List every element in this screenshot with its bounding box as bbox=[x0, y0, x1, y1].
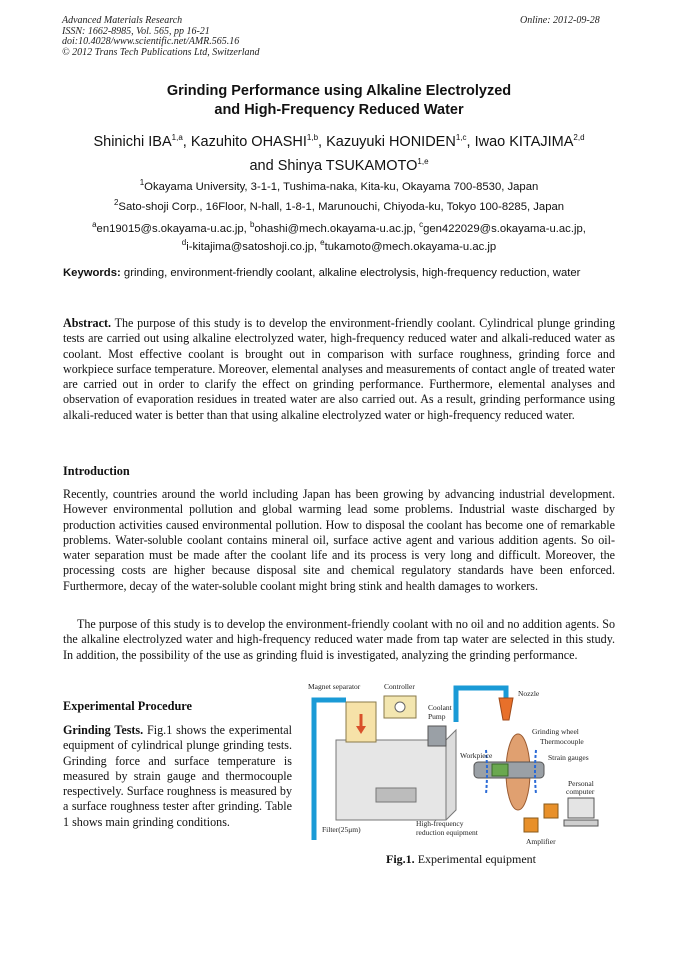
amplifier bbox=[524, 818, 538, 832]
intro-paragraph-2: The purpose of this study is to develop the environment-friendly coolant with no oil and no addition agents. So the alkaline electrolyzed water and high-frequency reduced water made from tap water are selected in this study. In addition, the possibility of the use as grinding fluid is investigated, analyzing the grinding performance. bbox=[63, 617, 615, 662]
label-grinding-wheel: Grinding wheel bbox=[532, 727, 579, 736]
grinding-tests-paragraph bbox=[63, 723, 292, 830]
email-address[interactable]: tukamoto@mech.okayama-u.ac.jp bbox=[324, 240, 497, 253]
grinding-tests-text: Fig.1 shows the experimental equipment of cylindrical plunge grinding tests. Grinding force and surface temperature is measured by strain gauge and thermocouple respectively. Surface roughness is measured by a surface roughness tester after grinding. Table 1 shows main grinding conditions. bbox=[63, 723, 293, 829]
tank-front bbox=[336, 740, 446, 820]
author-name: Shinichi IBA bbox=[93, 133, 172, 150]
journal-name: Advanced Materials Research bbox=[62, 15, 183, 26]
title-line-2: and High-Frequency Reduced Water bbox=[214, 102, 464, 118]
email-address[interactable]: en19015@s.okayama-u.ac.jp, bbox=[96, 222, 247, 235]
issn: ISSN: 1662-8985, Vol. 565, pp 16-21 bbox=[62, 25, 210, 37]
copyright: © 2012 Trans Tech Publications Ltd, Switzerland bbox=[62, 46, 260, 58]
experimental-equipment-diagram bbox=[306, 680, 616, 848]
label-computer: computer bbox=[566, 787, 595, 796]
email-address[interactable]: ohashi@mech.okayama-u.ac.jp, bbox=[254, 222, 416, 235]
label-personal: Personal bbox=[568, 779, 594, 788]
coolant-pipe bbox=[456, 688, 506, 722]
label-magnet-separator: Magnet separator bbox=[308, 682, 361, 691]
abstract-label: Abstract. bbox=[63, 316, 112, 330]
online-date: Online: 2012-09-28 bbox=[520, 15, 600, 26]
abstract bbox=[63, 316, 615, 423]
email-address[interactable]: i-kitajima@satoshoji.co.jp, bbox=[186, 240, 318, 253]
label-coolant-2: Pump bbox=[428, 712, 446, 721]
amplifier bbox=[544, 804, 558, 818]
workpiece bbox=[492, 764, 508, 776]
keywords-label: Keywords: bbox=[63, 267, 121, 279]
figure-1 bbox=[306, 680, 616, 848]
author-sup: 2,d bbox=[573, 133, 585, 142]
author-name: Kazuyuki HONIDEN bbox=[326, 133, 456, 150]
nozzle bbox=[499, 698, 513, 720]
label-nozzle: Nozzle bbox=[518, 689, 540, 698]
label-thermocouple: Thermocouple bbox=[540, 737, 584, 746]
label-filter: Filter(25μm) bbox=[322, 825, 361, 834]
keywords bbox=[63, 266, 615, 281]
author-name: Iwao KITAJIMA bbox=[474, 133, 574, 150]
label-hf-2: reduction equipment bbox=[416, 828, 478, 837]
label-controller: Controller bbox=[384, 682, 415, 691]
filter bbox=[376, 788, 416, 802]
abstract-text: The purpose of this study is to develop the environment-friendly coolant. Cylindrical plunge grinding tests are carried out using alkaline electrolyzed water, high-frequency reduced water and alkali-reduced water as coolant. Most effective coolant is brought out in comparison with surface roughness, grinding force and workpiece surface temperature. Moreover, elemental analyses and measurements of contact angle of treated water are carried out in order to clarify the effect on grinding performance. Furthermore, elemental analyses and observation of evaporation residues in treated water are also carried out. As a result, grinding performance using alkali-reduced water is better than that using alkaline electrolyzed water or high-frequency reduced water. bbox=[63, 316, 615, 422]
author-sup: 1,e bbox=[417, 156, 429, 166]
author-and: and bbox=[249, 157, 274, 174]
doi: doi:10.4028/www.scientific.net/AMR.565.16 bbox=[62, 36, 240, 47]
label-amplifier: Amplifier bbox=[526, 837, 556, 846]
coolant-pump bbox=[428, 726, 446, 746]
intro-paragraph-1: Recently, countries around the world including Japan has been growing by advancing industrial development. However environmental pollution and global warming lead some problems. Industrial waste discharged by production activities caused environmental pollution. How to disposal the coolant has become one of remarkable problems. Water-soluble coolant contains mineral oil, surface active agent and various addition agents. So oil-water separation must be made after the coolant life and its process is very long and difficult. Moreover, the processing costs are higher because disposal site and chemical regulatory standards have been enforced. Furthermore, decay of the water-soluble coolant might bring stink and health damages to workers. bbox=[63, 487, 615, 593]
author-list: Shinichi IBA$^{1,a}$, Kazuhito OHASHI$^{1,b}$, Kazuyuki HONIDEN$^{1,c}$, Iwao KITAJIMA$^{2,d}$ and Shinya TSUKAMOTO$^{1,e}$ bbox=[93, 133, 585, 174]
experimental-heading: Experimental Procedure bbox=[63, 699, 192, 713]
author-sup: 1,b bbox=[306, 133, 319, 142]
journal-header bbox=[62, 16, 260, 58]
paper-title bbox=[62, 82, 616, 120]
grinding-tests-label: Grinding Tests. bbox=[63, 723, 144, 737]
author-name: Kazuhito OHASHI bbox=[190, 133, 307, 150]
affiliation-1: $^1$Okayama University, 3-1-1, Tushima-naka, Kita-ku, Okayama 700-8530, Japan bbox=[139, 178, 539, 193]
author-sup: 1,c bbox=[455, 133, 467, 142]
caption-label: Fig.1. bbox=[386, 852, 415, 866]
affiliation-2: $^2$Sato-shoji Corp., 16Floor, N-hall, 1-8-1, Marunouchi, Chiyoda-ku, Tokyo 100-8285, Japan bbox=[113, 198, 565, 213]
author-sup: 1,a bbox=[171, 133, 183, 142]
workpiece-spindle bbox=[474, 762, 544, 778]
figure-1-caption bbox=[306, 852, 616, 867]
label-workpiece: Workpiece bbox=[460, 751, 493, 760]
label-hf-1: High-frequency bbox=[416, 819, 464, 828]
title-line-1: Grinding Performance using Alkaline Electrolyzed bbox=[166, 83, 512, 99]
label-strain-gauges: Strain gauges bbox=[548, 753, 589, 762]
email-list: $^a$en19015@s.okayama-u.ac.jp, $^b$ohashi@mech.okayama-u.ac.jp, $^c$gen422029@s.okayama-u.ac.jp, $^d$i-kitajima@satoshoji.co.jp, $^e$tukamoto@mech.okayama-u.ac.jp bbox=[92, 220, 586, 253]
intro-heading: Introduction bbox=[63, 464, 130, 478]
keywords-text: grinding, environment-friendly coolant, alkaline electrolysis, high-frequency reduction, water bbox=[123, 267, 581, 279]
caption-text: Experimental equipment bbox=[417, 852, 536, 866]
personal-computer bbox=[568, 798, 594, 818]
label-coolant-1: Coolant bbox=[428, 703, 452, 712]
email-address[interactable]: gen422029@s.okayama-u.ac.jp, bbox=[423, 222, 586, 235]
author-name: Shinya TSUKAMOTO bbox=[277, 157, 418, 174]
